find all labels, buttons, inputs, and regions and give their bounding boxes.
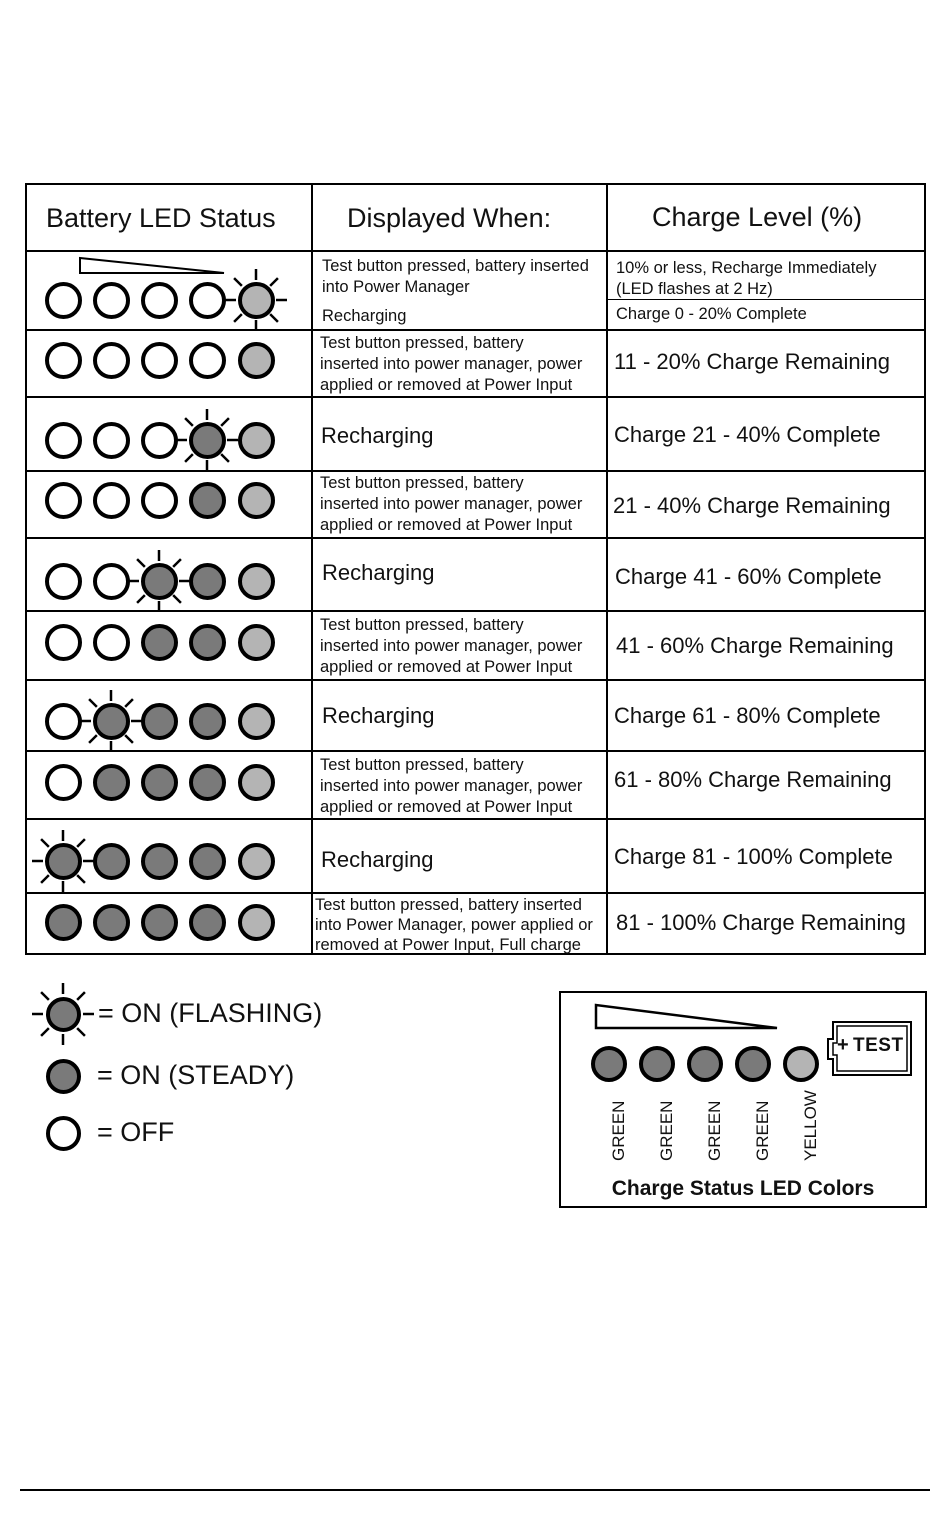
- led-on-icon: [238, 703, 275, 740]
- color-led-label: GREEN: [609, 1100, 628, 1161]
- level-text: Charge 61 - 80% Complete: [614, 703, 881, 728]
- led-off-icon: [45, 764, 82, 801]
- led-off-icon: [141, 482, 178, 519]
- when-text: Recharging: [322, 703, 435, 728]
- level-text: Charge 81 - 100% Complete: [614, 844, 893, 869]
- led-off-icon: [45, 422, 82, 459]
- test-button[interactable]: [825, 1019, 913, 1077]
- led-on-icon: [189, 624, 226, 661]
- led-on-icon: [238, 422, 275, 459]
- legend-flashing-led: [46, 997, 81, 1032]
- led-on-icon: [93, 764, 130, 801]
- led-off-icon: [141, 342, 178, 379]
- led-flashing-icon: [45, 843, 82, 880]
- when-text: into Power Manager, power applied or: [315, 916, 593, 934]
- page-footer-rule: [20, 1489, 930, 1491]
- level-text: 10% or less, Recharge Immediately: [616, 259, 877, 277]
- row-divider: [25, 818, 926, 820]
- when-text: into Power Manager: [322, 278, 470, 296]
- when-text: Test button pressed, battery: [320, 474, 524, 492]
- level-text: 11 - 20% Charge Remaining: [614, 349, 890, 374]
- led-on-icon: [141, 843, 178, 880]
- led-on-icon: [189, 764, 226, 801]
- when-text: Test button pressed, battery inserted: [322, 257, 589, 275]
- legend-steady-label: = ON (STEADY): [97, 1060, 295, 1090]
- panel-title: Charge Status LED Colors: [611, 1177, 875, 1200]
- table-header-divider: [25, 250, 926, 252]
- brightness-wedge-icon: [78, 256, 228, 276]
- level-text: Charge 41 - 60% Complete: [615, 564, 882, 589]
- led-on-icon: [238, 764, 275, 801]
- led-off-icon: [45, 482, 82, 519]
- brightness-wedge-icon: [593, 1002, 783, 1032]
- table-border-top: [25, 183, 926, 185]
- charge-status-led-colors-panel: [559, 991, 927, 1208]
- led-on-icon: [141, 764, 178, 801]
- led-flashing-icon: [189, 422, 226, 459]
- level-text: 41 - 60% Charge Remaining: [616, 633, 894, 658]
- when-text: Test button pressed, battery: [320, 756, 524, 774]
- led-on-icon: [141, 904, 178, 941]
- when-text: inserted into power manager, power: [320, 355, 583, 373]
- when-text: Recharging: [322, 560, 435, 585]
- led-on-icon: [189, 482, 226, 519]
- led-on-icon: [189, 703, 226, 740]
- led-off-icon: [45, 563, 82, 600]
- led-on-icon: [141, 703, 178, 740]
- when-text: applied or removed at Power Input: [320, 658, 573, 676]
- row-divider: [25, 470, 926, 472]
- header-displayed-when: Displayed When:: [347, 203, 552, 233]
- led-off-icon: [93, 342, 130, 379]
- when-text: inserted into power manager, power: [320, 495, 583, 513]
- led-on-icon: [238, 624, 275, 661]
- level-text: 81 - 100% Charge Remaining: [616, 910, 906, 935]
- color-led-icon: [591, 1046, 627, 1082]
- led-on-icon: [93, 904, 130, 941]
- table-col-divider-1: [311, 183, 313, 955]
- when-text: removed at Power Input, Full charge: [315, 936, 581, 954]
- level-text: 61 - 80% Charge Remaining: [614, 767, 892, 792]
- row-divider: [25, 679, 926, 681]
- legend-flashing-label: = ON (FLASHING): [98, 998, 323, 1028]
- legend-steady-led-icon: [46, 1059, 81, 1094]
- when-text: applied or removed at Power Input: [320, 516, 573, 534]
- led-on-icon: [45, 904, 82, 941]
- when-text: Test button pressed, battery inserted: [315, 896, 582, 914]
- led-flashing-icon: [238, 282, 275, 319]
- led-off-icon: [93, 282, 130, 319]
- when-text: applied or removed at Power Input: [320, 798, 573, 816]
- led-off-icon: [45, 624, 82, 661]
- led-on-icon: [238, 904, 275, 941]
- test-plus-sign: +: [837, 1034, 849, 1056]
- row-divider: [25, 892, 926, 894]
- led-on-icon: [238, 482, 275, 519]
- led-off-icon: [189, 342, 226, 379]
- when-text: Recharging: [321, 847, 434, 872]
- led-on-icon: [238, 563, 275, 600]
- header-battery-led-status: Battery LED Status: [46, 203, 276, 233]
- led-off-icon: [93, 422, 130, 459]
- led-on-icon: [93, 843, 130, 880]
- when-text: applied or removed at Power Input: [320, 376, 573, 394]
- level-text: Charge 21 - 40% Complete: [614, 422, 881, 447]
- led-off-icon: [45, 282, 82, 319]
- row-divider: [25, 396, 926, 398]
- level-text: (LED flashes at 2 Hz): [616, 280, 773, 298]
- level-text: 21 - 40% Charge Remaining: [613, 493, 891, 518]
- color-led-label: YELLOW: [801, 1090, 820, 1161]
- when-text: Recharging: [322, 307, 407, 325]
- led-on-icon: [238, 843, 275, 880]
- led-on-icon: [189, 904, 226, 941]
- led-on-icon: [141, 624, 178, 661]
- color-led-label: GREEN: [705, 1100, 724, 1161]
- row-divider: [25, 750, 926, 752]
- header-charge-level: Charge Level (%): [652, 202, 863, 232]
- when-text: Recharging: [321, 423, 434, 448]
- led-off-icon: [93, 624, 130, 661]
- legend-off-led-icon: [46, 1116, 81, 1151]
- led-flashing-icon: [141, 563, 178, 600]
- test-button-label: TEST: [853, 1035, 904, 1056]
- when-text: inserted into power manager, power: [320, 777, 583, 795]
- legend-off-label: = OFF: [97, 1117, 175, 1147]
- color-led-icon: [639, 1046, 675, 1082]
- color-led-icon: [687, 1046, 723, 1082]
- row-divider: [25, 329, 926, 331]
- led-off-icon: [141, 282, 178, 319]
- color-led-icon: [783, 1046, 819, 1082]
- color-led-label: GREEN: [657, 1100, 676, 1161]
- led-off-icon: [45, 342, 82, 379]
- led-on-icon: [238, 342, 275, 379]
- color-led-label: GREEN: [753, 1100, 772, 1161]
- when-text: Test button pressed, battery: [320, 334, 524, 352]
- led-on-icon: [189, 563, 226, 600]
- led-flashing-icon: [93, 703, 130, 740]
- led-on-icon: [189, 843, 226, 880]
- led-off-icon: [93, 482, 130, 519]
- when-text: Test button pressed, battery: [320, 616, 524, 634]
- level-text: Charge 0 - 20% Complete: [616, 305, 807, 323]
- when-text: inserted into power manager, power: [320, 637, 583, 655]
- row-divider: [25, 537, 926, 539]
- color-led-icon: [735, 1046, 771, 1082]
